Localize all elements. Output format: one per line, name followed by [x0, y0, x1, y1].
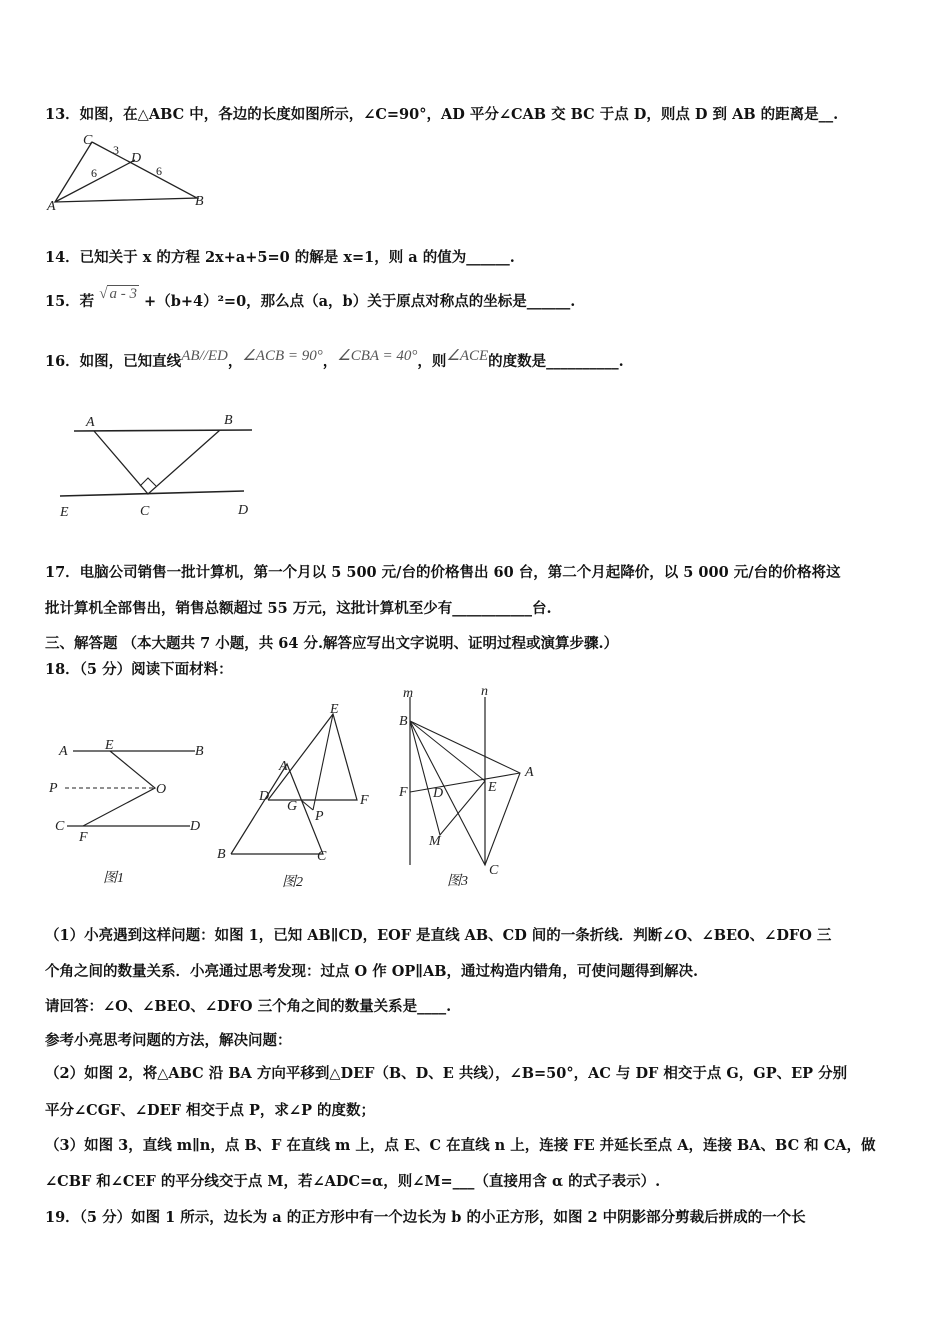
q16-text: [45, 350, 624, 371]
fig2-label-c: C: [317, 849, 327, 864]
q13-length-db: 6: [156, 164, 162, 178]
fig2-label-a: A: [279, 759, 288, 774]
q19-text: 19．（5 分）如图 1 所示，边长为 a 的正方形中有一个边长为 b 的小正方形，如图 2 中阴影部分剪裁后拼成的一个长: [45, 1209, 806, 1226]
q15-radicand: a - 3: [109, 286, 137, 302]
q16-label-b: B: [224, 413, 233, 428]
q18-heading: 18．（5 分）阅读下面材料：: [45, 661, 233, 678]
q18-figure2: [215, 700, 380, 890]
fig3-label-b: B: [399, 714, 408, 729]
q18-part3-line1: （3）如图 3，直线 m∥n，点 B、F 在直线 m 上，点 E、C 在直线 n 上，连接 FE 并延长至点 A，连接 BA、BC 和 CA，做: [45, 1137, 876, 1154]
q15-suffix: +（b+4）²=0，那么点（a，b）关于原点对称点的坐标是______.: [144, 293, 576, 310]
q18-part1-line4: 参考小亮思考问题的方法，解决问题：: [45, 1032, 292, 1049]
q13-label-d: D: [131, 151, 142, 166]
fig1-label-c: C: [55, 819, 65, 834]
fig2-label-p: P: [315, 809, 324, 824]
fig3-label-m-line: m: [403, 686, 414, 701]
q14-text: 14．已知关于 x 的方程 2x+a+5=0 的解是 x=1，则 a 的值为______.: [45, 249, 515, 266]
q16-math-parallel: AB//ED: [181, 348, 228, 364]
q18-figure1: [45, 735, 215, 890]
fig3-label-n-line: n: [481, 685, 488, 699]
fig1-label-p: P: [49, 781, 58, 796]
fig2-label-d: D: [259, 789, 270, 804]
fig2-caption: 图2: [282, 875, 303, 890]
q16-figure: [52, 404, 267, 522]
fig1-label-e: E: [105, 738, 114, 753]
fig1-label-a: A: [59, 744, 68, 759]
fig2-label-e: E: [330, 702, 339, 717]
fig3-label-m: M: [429, 834, 441, 849]
q13-length-cd: 3: [113, 143, 119, 157]
q13-figure: [45, 130, 215, 212]
q16-prefix: 16．如图，已知直线: [45, 353, 182, 370]
q18-part3-line2: ∠CBF 和∠CEF 的平分线交于点 M，若∠ADC=α，则∠M=___（直接用含 α 的式子表示）.: [45, 1173, 661, 1190]
fig1-caption: 图1: [103, 871, 124, 886]
section3-heading: 三、解答题 （本大题共 7 小题，共 64 分.解答应写出文字说明、证明过程或演算步骤.）: [45, 635, 619, 652]
q15-text: [45, 286, 576, 311]
q13-length-ac: 6: [91, 166, 97, 180]
fig1-label-b: B: [195, 744, 204, 759]
q18-part2-line1: （2）如图 2，将△ABC 沿 BA 方向平移到△DEF（B、D、E 共线），∠B=50°，AC 与 DF 相交于点 G，GP、EP 分别: [45, 1065, 848, 1082]
q13-label-a: A: [47, 199, 56, 212]
fig3-label-c: C: [489, 863, 499, 878]
fig1-label-d: D: [190, 819, 201, 834]
fig1-label-o: O: [156, 782, 167, 797]
q13-text: 13．如图，在△ABC 中，各边的长度如图所示，∠C=90°，AD 平分∠CAB 交 BC 于点 D，则点 D 到 AB 的距离是__.: [45, 106, 839, 123]
q17-line1: 17．电脑公司销售一批计算机，第一个月以 5 500 元/台的价格售出 60 台，第二个月起降价，以 5 000 元/台的价格将这: [45, 564, 841, 581]
q18-part1-line2: 个角之间的数量关系．小亮通过思考发现：过点 O 作 OP∥AB，通过构造内错角，可使问题得到解决.: [45, 963, 699, 980]
q18-figure3: [395, 685, 555, 890]
fig3-label-e: E: [488, 780, 497, 795]
q16-label-a: A: [86, 415, 95, 430]
q16-label-e: E: [60, 505, 69, 520]
q18-part1-line1: （1）小亮遇到这样问题：如图 1，已知 AB∥CD，EOF 是直线 AB、CD 间的一条折线．判断∠O、∠BEO、∠DFO 三: [45, 927, 832, 944]
q16-label-d: D: [238, 503, 249, 518]
q16-sep2: ，: [322, 353, 338, 370]
q16-sep3: ，则: [417, 353, 447, 370]
q16-label-c: C: [140, 504, 150, 519]
q16-suffix: 的度数是__________.: [488, 353, 624, 370]
fig2-label-g: G: [287, 799, 298, 814]
q16-sep1: ，: [227, 353, 243, 370]
q16-math-ace: ∠ACE: [446, 348, 489, 364]
fig2-label-f: F: [360, 793, 369, 808]
q13-label-b: B: [195, 194, 204, 209]
q15-sqrt: √ a - 3: [99, 286, 137, 302]
q17-line2: 批计算机全部售出，销售总额超过 55 万元，这批计算机至少有___________台.: [45, 600, 552, 617]
fig2-label-b: B: [217, 847, 226, 862]
q18-part2-line2: 平分∠CGF、∠DEF 相交于点 P，求∠P 的度数；: [45, 1102, 376, 1119]
q13-label-c: C: [83, 133, 93, 148]
q16-math-cba: ∠CBA = 40°: [337, 348, 418, 364]
fig1-label-f: F: [79, 830, 88, 845]
q18-part1-line3: 请回答：∠O、∠BEO、∠DFO 三个角之间的数量关系是____.: [45, 998, 452, 1015]
fig3-caption: 图3: [447, 874, 468, 889]
q15-prefix: 15．若: [45, 293, 95, 310]
fig3-label-a: A: [525, 765, 534, 780]
fig3-label-f: F: [399, 785, 408, 800]
q16-math-acb: ∠ACB = 90°: [242, 348, 323, 364]
fig3-label-d: D: [433, 786, 444, 801]
